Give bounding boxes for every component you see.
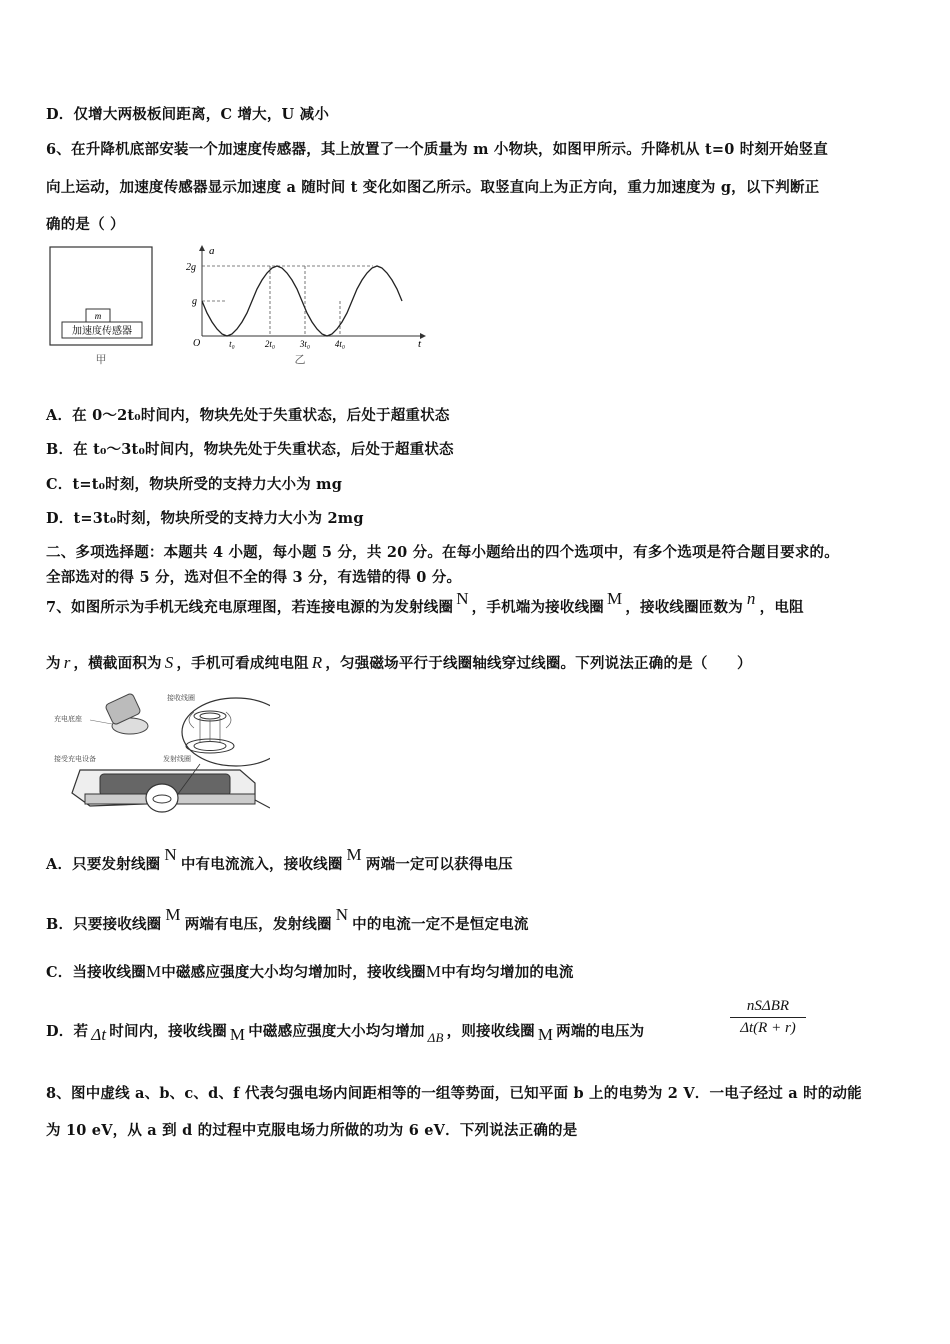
- caption-jia: 甲: [95, 353, 107, 366]
- symbol-r: r: [63, 653, 71, 672]
- q5-option-d: D．仅增大两极板间距离，C 增大，U 减小: [46, 106, 330, 123]
- symbol-delta-B: ΔB: [427, 1030, 444, 1045]
- x-axis-label: t: [418, 338, 422, 350]
- acceleration-curve: [202, 266, 402, 336]
- q6-option-a: A．在 0～2t₀时间内，物块先处于失重状态，后处于超重状态: [46, 407, 450, 424]
- q6-stem-line2: 向上运动，加速度传感器显示加速度 a 随时间 t 变化如图乙所示。取竖直向上为正方向，重力加速度为 g，以下判断正: [46, 179, 820, 196]
- q6-option-b: B．在 t₀～3t₀时间内，物块先处于失重状态，后处于超重状态: [46, 441, 454, 458]
- q7-option-a: A．只要发射线圈N中有电流流入，接收线圈M两端一定可以获得电压: [46, 845, 513, 873]
- x-tick-3t0: 3t₀: [299, 339, 311, 349]
- fraction-numerator: nSΔBR: [730, 998, 806, 1018]
- x-tick-2t0: 2t₀: [264, 339, 276, 349]
- label-transmit-coil: 发射线圈: [163, 755, 191, 763]
- wireless-charging-figure: [50, 688, 270, 826]
- fraction-denominator: Δt(R + r): [740, 1020, 796, 1036]
- q8-stem-line1: 8、图中虚线 a、b、c、d、f 代表匀强电场内间距相等的一组等势面，已知平面 b 上的电势为 2 V．一电子经过 a 时的动能: [46, 1085, 862, 1102]
- y-tick-g: g: [192, 296, 197, 307]
- x-tick-t0: t₀: [229, 339, 235, 349]
- label-receive-coil: 接收线圈: [167, 694, 195, 702]
- q7-option-c: C．当接收线圈M中磁感应强度大小均匀增加时，接收线圈M中有均匀增加的电流: [46, 962, 574, 981]
- symbol-M: M: [606, 589, 623, 608]
- caption-yi: 乙: [294, 353, 306, 366]
- q7-stem-line2: 为 r ，横截面积为 S ，手机可看成纯电阻 R ，匀强磁场平行于线圈轴线穿过线圈。下列说法正确的是（ ）: [46, 653, 752, 672]
- label-charger-base: 充电底座: [54, 715, 82, 723]
- symbol-M: M: [346, 845, 362, 864]
- block-m-label: m: [94, 311, 102, 321]
- q8-stem-line2: 为 10 eV，从 a 到 d 的过程中克服电场力所做的功为 6 eV．下列说法正确的是: [46, 1122, 578, 1139]
- figure-yi-graph: [185, 243, 430, 368]
- symbol-R: R: [311, 653, 323, 672]
- symbol-delta-t: Δt: [91, 1025, 107, 1044]
- q7-stem-line1: 7、如图所示为手机无线充电原理图，若连接电源的为发射线圈 N ，手机端为接收线圈 M ，接收线圈匝数为 n ，电阻: [46, 589, 804, 616]
- q6-stem-line3: 确的是（ ）: [46, 216, 125, 233]
- label-receiver-device: 接受充电设备: [54, 755, 96, 763]
- y-axis-label: a: [209, 245, 215, 257]
- symbol-M: M: [145, 962, 162, 981]
- q6-option-c: C．t=t₀时刻，物块所受的支持力大小为 mg: [46, 476, 343, 493]
- symbol-M: M: [229, 1025, 246, 1044]
- symbol-n: n: [746, 589, 756, 608]
- y-tick-2g: 2g: [186, 262, 196, 273]
- section2-line1: 二、多项选择题：本题共 4 小题，每小题 5 分，共 20 分。在每小题给出的四个选项中，有多个选项是符合题目要求的。: [46, 544, 839, 561]
- figure-jia: [48, 245, 158, 370]
- voltage-fraction: [730, 998, 806, 1037]
- origin-label: O: [193, 338, 201, 349]
- x-tick-4t0: 4t₀: [334, 339, 346, 349]
- symbol-N: N: [335, 905, 349, 924]
- symbol-M: M: [165, 905, 181, 924]
- sensor-label: 加速度传感器: [72, 326, 132, 337]
- symbol-M: M: [425, 962, 442, 981]
- symbol-N: N: [456, 589, 469, 608]
- q7-option-d: D．若 Δt 时间内，接收线圈 M 中磁感应强度大小均匀增加 ΔB ，则接收线圈 M 两端的电压为: [46, 1023, 645, 1045]
- q7-option-b: B．只要接收线圈M两端有电压，发射线圈N中的电流一定不是恒定电流: [46, 905, 529, 933]
- q6-stem-line1: 6、在升降机底部安装一个加速度传感器，其上放置了一个质量为 m 小物块，如图甲所示。升降机从 t=0 时刻开始竖直: [46, 141, 828, 158]
- symbol-S: S: [164, 653, 174, 672]
- q6-option-d: D．t=3t₀时刻，物块所受的支持力大小为 2mg: [46, 510, 364, 527]
- symbol-M: M: [537, 1025, 554, 1044]
- symbol-N: N: [164, 845, 177, 864]
- section2-line2: 全部选对的得 5 分，选对但不全的得 3 分，有选错的得 0 分。: [46, 569, 462, 586]
